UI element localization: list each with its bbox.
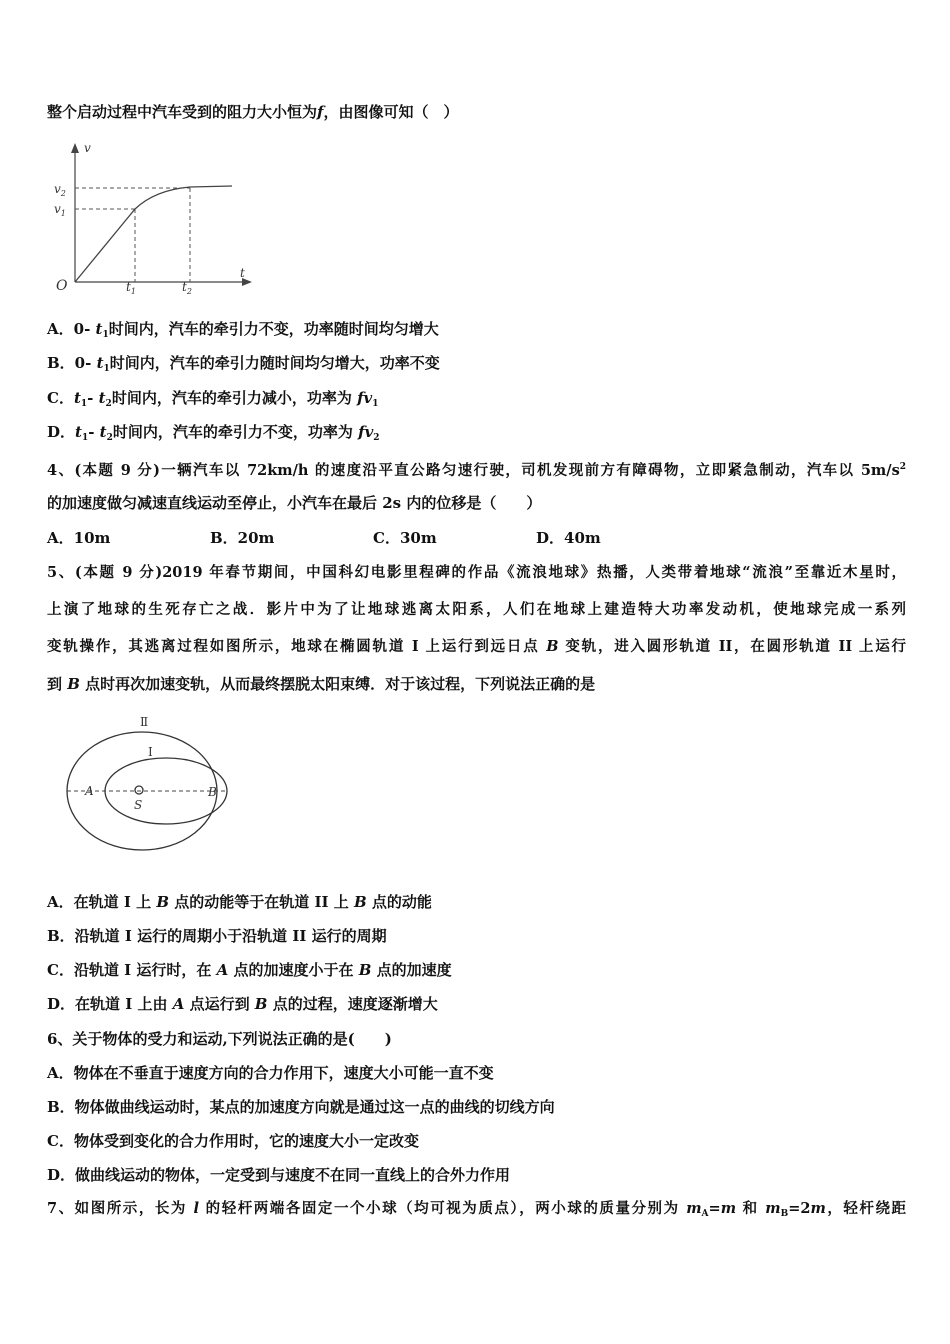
q3-option-b: B．0- $t_1$时间内，汽车的牵引力随时间均匀增大，功率不变: [47, 354, 440, 374]
q7-stem: 7、如图所示，长为 l 的轻杆两端各固定一个小球（均可视为质点），两小球的质量分别为 $m_A=m$ 和 $m_B=2m$，轻杆绕距: [47, 1200, 906, 1219]
q6-option-b: B．物体做曲线运动时，某点的加速度方向就是通过这一点的曲线的切线方向: [47, 1098, 555, 1116]
y-axis-arrow: [71, 143, 79, 153]
q5-stem-line1: 5、(本题 9 分)2019 年春节期间，中国科幻电影里程碑的作品《流浪地球》热播，人类带着地球“流浪”至靠近木星时，: [47, 564, 906, 581]
q3-option-a: A．0- $t_1$时间内，汽车的牵引力不变，功率随时间均匀增大: [47, 320, 439, 340]
vt-graph: [50, 140, 260, 300]
q4-option-c: C．30m: [373, 529, 437, 547]
t1-label: $t_1$: [126, 280, 136, 296]
v1-label: $v_1$: [54, 202, 66, 218]
orbit-i-label: I: [148, 745, 153, 759]
q5-option-c: C．沿轨道 I 运行时，在 A 点的加速度小于在 B 点的加速度: [47, 961, 452, 979]
q5-stem-line3: 变轨操作，其逃离过程如图所示，地球在椭圆轨道 I 上运行到远日点 B 变轨，进入圆形轨道 II，在圆形轨道 II 上运行: [47, 638, 906, 655]
velocity-curve: [75, 186, 232, 282]
q5-stem-line4: 到 B 点时再次加速变轨，从而最终摆脱太阳束缚．对于该过程，下列说法正确的是: [47, 675, 596, 693]
q6-option-c: C．物体受到变化的合力作用时，它的速度大小一定改变: [47, 1132, 419, 1150]
q3-option-c: C．$t_1-$ $t_2$时间内，汽车的牵引力减小，功率为 $fv_1$: [47, 389, 379, 409]
q4-option-b: B．20m: [210, 529, 275, 547]
q3-stem: 整个启动过程中汽车受到的阻力大小恒为f，由图像可知（ ）: [47, 103, 459, 121]
q5-option-b: B．沿轨道 I 运行的周期小于沿轨道 II 运行的周期: [47, 927, 387, 945]
point-b-label: B: [208, 785, 217, 799]
x-axis-label: t: [240, 266, 245, 280]
orbit-ii-label: Ⅱ: [140, 715, 149, 729]
sun: [135, 786, 143, 794]
orbit-diagram: [62, 712, 242, 852]
q5-option-a: A．在轨道 I 上 B 点的动能等于在轨道 II 上 B 点的动能: [47, 893, 432, 911]
q5-option-d: D．在轨道 I 上由 A 点运行到 B 点的过程，速度逐渐增大: [47, 995, 438, 1013]
q4-options: [47, 528, 699, 548]
v2-label: $v_2$: [54, 182, 66, 198]
q5-stem-line2: 上演了地球的生死存亡之战．影片中为了让地球逃离太阳系，人们在地球上建造特大功率发动机，使地球完成一系列: [47, 601, 906, 618]
q4-option-d: D．40m: [536, 529, 601, 547]
q4-stem-line1: 4、(本题 9 分)一辆汽车以 72km/h 的速度沿平直公路匀速行驶，司机发现前方有障碍物，立即紧急制动，汽车以 $5m/s^2$: [47, 462, 906, 479]
q6-stem: 6、关于物体的受力和运动,下列说法正确的是( ): [47, 1030, 392, 1048]
q6-option-a: A．物体在不垂直于速度方向的合力作用下，速度大小可能一直不变: [47, 1064, 494, 1082]
point-a-label: A: [85, 784, 94, 798]
q3-option-d: D．$t_1-$ $t_2$时间内，汽车的牵引力不变，功率为 $fv_2$: [47, 423, 380, 443]
q6-option-d: D．做曲线运动的物体，一定受到与速度不在同一直线上的合外力作用: [47, 1166, 511, 1184]
q4-option-a: A．10m: [47, 529, 111, 547]
origin-label: O: [56, 278, 68, 294]
y-axis-label: v: [84, 141, 91, 155]
t2-label: $t_2$: [182, 280, 192, 296]
q4-stem-line2: 的加速度做匀减速直线运动至停止，小汽车在最后 2s 内的位移是（ ）: [47, 494, 542, 512]
point-s-label: S: [134, 798, 143, 812]
